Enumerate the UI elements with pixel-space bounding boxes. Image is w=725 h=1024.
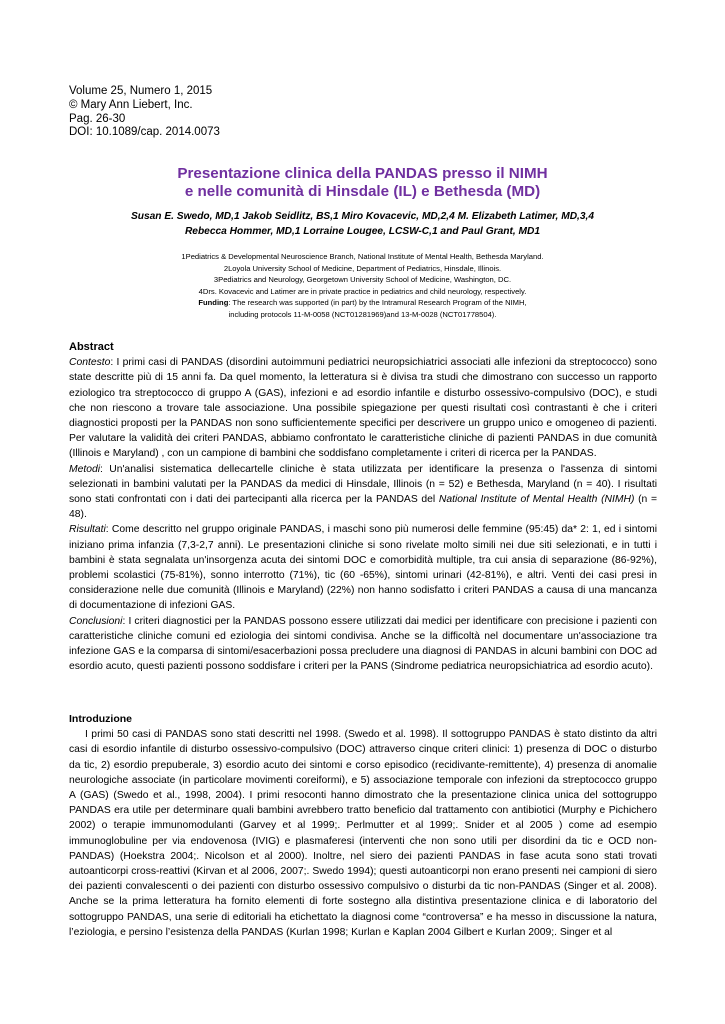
author-list: [0, 210, 725, 240]
authors-line-1: Susan E. Swedo, MD,1 Jakob Seidlitz, BS,1 Miro Kovacevic, MD,2,4 M. Elizabeth Latimer, MD,3,4: [130, 211, 595, 222]
funding-note: [0, 297, 725, 309]
affiliation-4: 4Drs. Kovacevic and Latimer are in private practice in pediatrics and child neurology, respectively.: [198, 286, 527, 296]
metodi-italic-text: National Institute of Mental Health (NIMH): [438, 494, 635, 506]
risultati-text: : Come descritto nel gruppo originale PANDAS, i maschi sono più numerosi delle femmine (95:45) da* 2: 1, ed i sintomi iniziano prima infanzia (7,3-2,7 anni). Le presentazioni cliniche si sono rivelate molto simili nei due siti selezionati, e in tutti i bambini è stata segnalata un'insorgenza acuta dei sintomi DOC e comorbidità multiple, tra cui ansia di separazione (86-92%), problemi scolastici (75-81%), sonno interrotto (71%), tic (60 -65%), sintomi urinari (42-81%), e altri. Venti dei casi presi in considerazione nelle due comunità (Illinois e Maryland) (22%) non hanno sodisfatto i criteri PANDAS a causa di una mancanza di documentazione di infezioni GAS.: [69, 524, 657, 612]
journal-copyright: © Mary Ann Liebert, Inc.: [69, 98, 193, 111]
introduction-section: [69, 712, 657, 940]
journal-doi: DOI: 10.1089/cap. 2014.0073: [69, 126, 220, 139]
abstract-contesto: [69, 355, 657, 461]
abstract-metodi: [69, 462, 657, 523]
abstract-section: [69, 340, 657, 674]
funding-protocols: including protocols 11-M-0058 (NCT01281969)and 13-M-0028 (NCT01778504).: [228, 309, 497, 319]
journal-metadata: [69, 85, 220, 140]
affiliation-3: 3Pediatrics and Neurology, Georgetown University School of Medicine, Washington, DC.: [213, 275, 512, 285]
conclusioni-text: : I criteri diagnostici per la PANDAS possono essere utilizzati dai medici per identificare con precisione i pazienti con caratteristiche cliniche comuni ed eziologia dei sintomi condivisa. Anche se la difficoltà nel documentare un'associazione tra infezione GAS e la comparsa di sintomi/esacerbazioni possa precludere una diagnosi di PANDAS in alcuni bambini con DOC ad esordio acuto, questi pazienti possono soddisfare i criteri per la PANS (Sindrome pediatrica neuropsichiatrica ad esordio acuto).: [69, 615, 657, 673]
authors-line-2: Rebecca Hommer, MD,1 Lorraine Lougee, LCSW-C,1 and Paul Grant, MD1: [184, 225, 541, 237]
introduction-paragraph: I primi 50 casi di PANDAS sono stati descritti nel 1998. (Swedo et al. 1998). Il sottogruppo PANDAS è stato distinto da altri casi di esordio infantile di disturbo ossessivo-compulsivo (DOC) attraverso cinque criteri clinici: 1) presenza di DOC o disturbo da tic, 2) esordio prepuberale, 3) esordio acuto dei sintomi e corso episodico (recidivante-remittente), 4) presenza di anomalie neurologiche associate (in particolare movimenti coreiformi), e 5) associazione temporale con infezioni da streptococco gruppo A (GAS) (Swedo et al., 1998, 2004). I primi resoconti hanno dimostrato che la presentazione clinica unica del sottogruppo PANDAS era utile per determinare quali bambini avrebbero tratto beneficio dal trattamento con antibiotici (Murphy e Pichichero 2002) o terapie immunomodulanti (Garvey et al 1999;. Perlmutter et al 1999;. Snider et al 2005 ) come ad esempio immunoglobuline per via endovenosa (IVIG) e plasmaferesi (interventi che non sono utili per disordini da tic e OCD non-PANDAS) (Hoekstra 2004;. Nicolson et al 2000). Inoltre, nel siero dei pazienti PANDAS in fase acuta sono stati trovati autoanticorpi cross-reattivi (Kirvan et al 2006, 2007;. Swedo 1994); questi autoanticorpi non erano presenti nei campioni di siero dei pazienti convalescenti o dei pazienti con disturbo ossessivo compulsivo o disturbi da tic non-PANDAS (Singer et al. 2008). Anche se la prima letteratura ha fornito elementi di forte sostegno alla distintiva presentazione clinica e di laboratorio del sottogruppo PANDAS, una serie di editoriali ha etichettato la diagnosi come “controversa” e ha messo in discussione la natura, l’eziologia, e persino l’esistenza della PANDAS (Kurlan 1998; Kurlan e Kaplan 2004 Gilbert e Kurlan 2009;. Singer et al: [69, 729, 657, 938]
funding-label: Funding: [198, 298, 229, 308]
affiliation-2: 2Loyola University School of Medicine, Department of Pediatrics, Hinsdale, Illinois.: [223, 263, 502, 273]
contesto-text: : I primi casi di PANDAS (disordini autoimmuni pediatrici neuropsichiatrici associati alle infezioni da streptococco) sono state descritte più di 15 anni fa. Da quel momento, la letteratura si è divisa tra studi che dimostrano con successo un rapporto eziologico tra streptococco di gruppo A (GAS), infezioni e ad esordio infantile e disturbo ossessivo-compulsivo (DOC), e studi che non riescono a trovare tale associazione. Una possibile spiegazione per questi risultati così contrastanti è che i criteri diagnostici proposti per la PANDAS non sono sufficientemente specifici per descrivere un gruppo unico e omogeneo di pazienti. Per valutare la validità dei criteri PANDAS, abbiamo confrontato le caratteristiche cliniche di pazienti PANDAS in due comunità (Illinois e Maryland) , con un campione di bambini che soddisfano completamente i criteri di ricerca per la PANDAS.: [69, 357, 657, 460]
metodi-label: Metodi: [69, 463, 101, 475]
article-title: [0, 165, 725, 200]
risultati-label: Risultati: [69, 524, 106, 536]
journal-volume: Volume 25, Numero 1, 2015: [69, 85, 213, 97]
abstract-heading: Abstract: [69, 341, 114, 353]
affiliation-1: 1Pediatrics & Developmental Neuroscience Branch, National Institute of Mental Health, Bethesda Maryland.: [181, 252, 544, 261]
journal-pages: Pag. 26-30: [69, 112, 126, 125]
affiliations: [0, 251, 725, 321]
abstract-risultati: [69, 522, 657, 613]
abstract-conclusioni: [69, 614, 657, 675]
contesto-label: Contesto: [69, 357, 111, 369]
funding-text: : The research was supported (in part) by the Intramural Research Program of the NIMH,: [228, 298, 527, 308]
title-line-1: Presentazione clinica della PANDAS presso il NIMH: [177, 165, 548, 182]
metodi-end-text: (n = 48).: [69, 494, 657, 521]
introduction-heading: Introduzione: [69, 713, 132, 725]
conclusioni-label: Conclusioni: [69, 615, 123, 627]
title-line-2: e nelle comunità di Hinsdale (IL) e Bethesda (MD): [184, 182, 541, 200]
metodi-text: : Un'analisi sistematica dellecartelle cliniche è stata utilizzata per identificare la presenza o l'assenza di sintomi selezionati in bambini valutati per la PANDAS da medici di Hinsdale, Illinois (n = 52) e Bethesda, Maryland (n = 40). I risultati sono stati confrontati con i dati dei partecipanti alla ricerca per la PANDAS del: [69, 463, 657, 506]
